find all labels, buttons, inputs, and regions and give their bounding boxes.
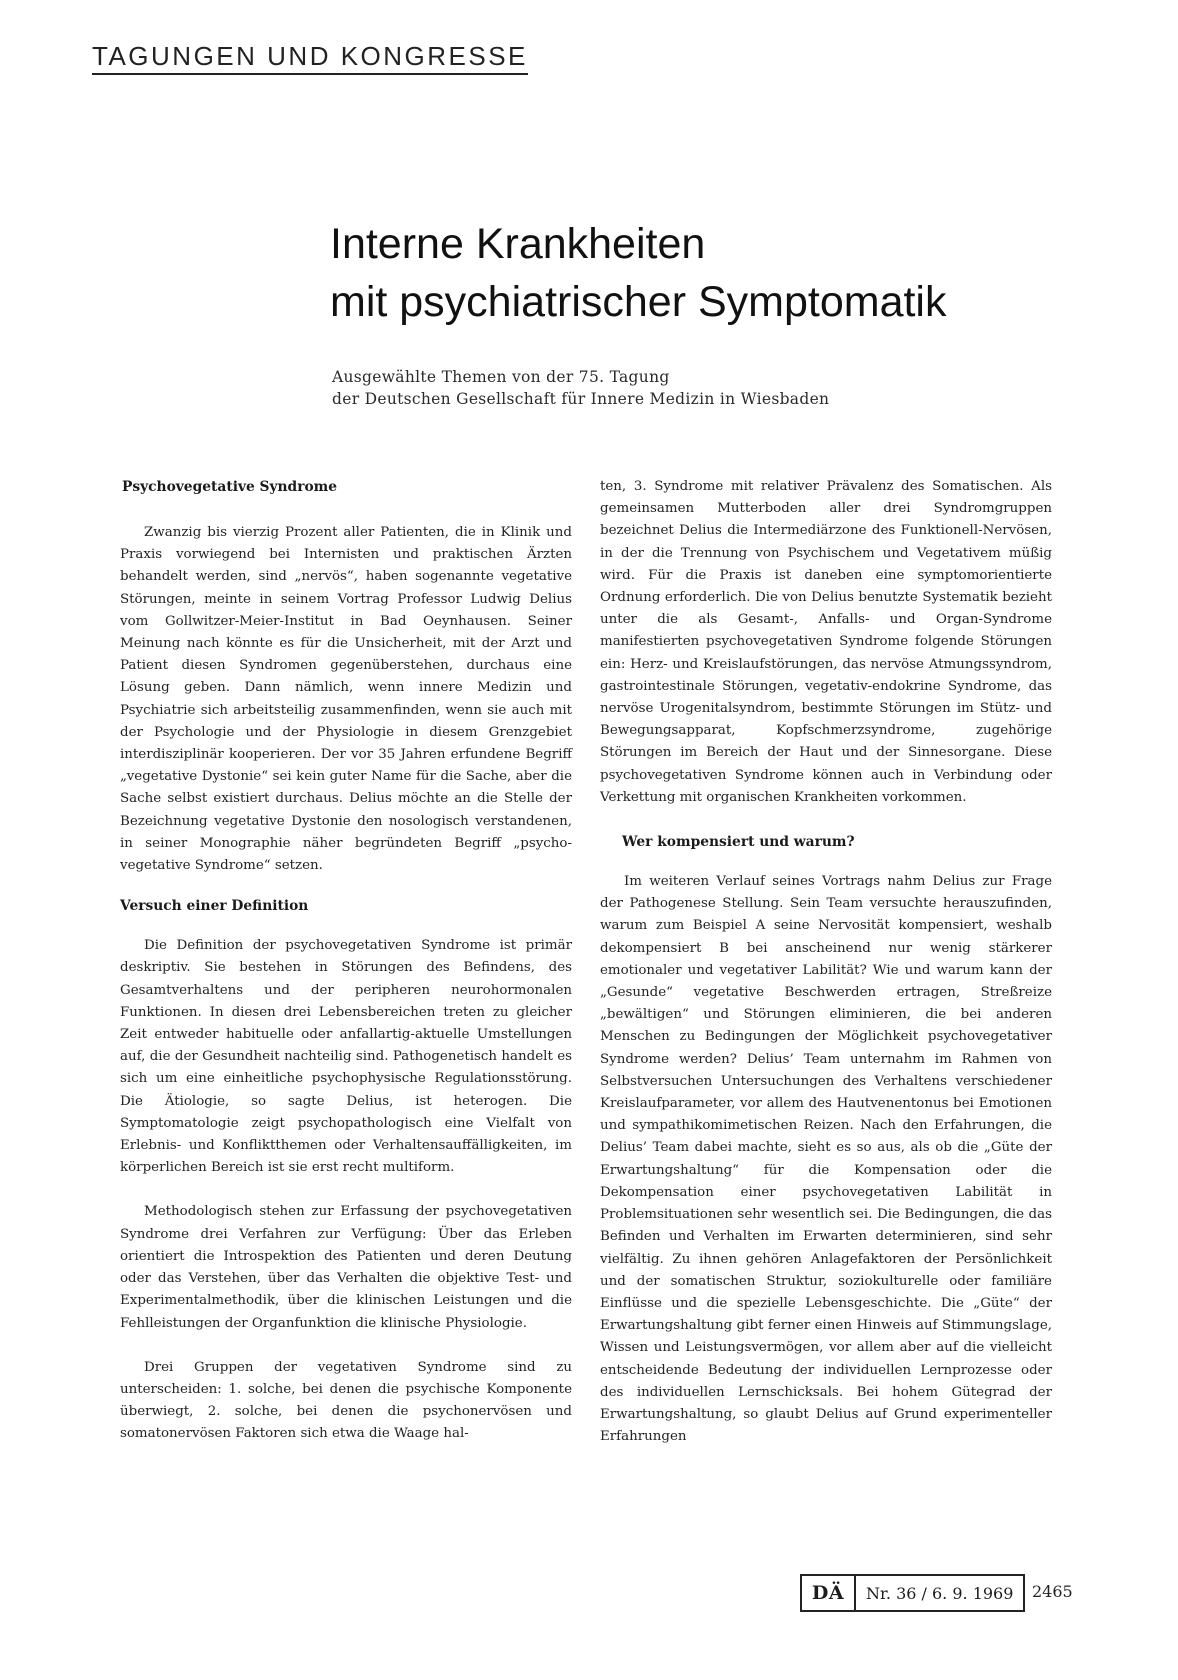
spacer	[600, 853, 1052, 871]
spacer	[120, 498, 572, 522]
spacer	[120, 1335, 572, 1357]
paragraph: Im weiteren Verlauf seines Vortrags nahm Delius zur Frage der Pathogenese Stellung. Sein Team versuchte herauszufinden, warum zum Beispiel A seine Nervosität kompensiert, weshalb dekompensiert B bei anscheinend nur wenig stärkerer emotionaler und vegetativer Labilität? Wie und warum kann der „Gesunde“ vegetative Beschwerden ertragen, Streßreize „bewältigen“ und Störungen eliminieren, die bei anderen Menschen zu Bedingungen der Möglichkeit psychovegetativer Syndrome werden? Delius’ Team unternahm im Rahmen von Selbstversuchen Untersuchungen des Verhaltens verschiedener Kreislaufparameter, vor allem des Hautvenentonus bei Emotionen und sympathikomimetischen Reizen. Nach den Erfahrungen, die Delius’ Team dabei machte, sieht es so aus, als ob die „Güte der Erwartungshaltung“ für die Kompensation oder die Dekompensation einer psychovegetativen Labilität in Problemsituationen sehr wesentlich sei. Die Bedingungen, die das Befinden und Verhalten im Erwarten determinieren, sind sehr vielfältig. Zu ihnen gehören Anlagefaktoren der Persönlichkeit und der somatischen Struktur, soziokulturelle oder familiäre Einflüsse und die spezielle Lebensgeschichte. Die „Güte“ der Erwartungshaltung gibt ferner einen Hinweis auf Stimmungslage, Wissen und Leistungsvermögen, vor allem aber auf die vielleicht entscheidende Bedeutung der individuellen Lernprozesse oder des individuellen Lernschicksals. Bei hohem Gütegrad der Erwartungshaltung, so glaubt Delius auf Grund experimenteller Erfahrungen	[600, 874, 1052, 1445]
paragraph: Methodologisch stehen zur Erfassung der psychovegetativen Syndrome drei Verfahren zur Verfügung: Über das Erleben orientiert die Introspektion des Patienten und deren Deutung oder das Verstehen, über das Verhalten die objektive Test- und Experimentalmethodik, über die klinischen Leistungen und die Fehlleistungen der Organfunktion die klinische Physiologie.	[120, 1204, 572, 1331]
paragraph: Zwanzig bis vierzig Prozent aller Patienten, die in Klinik und Praxis vorwiegend bei Internisten und praktischen Ärzten behandelt werden, sind „nervös“, haben sogenannte vegetative Störungen, meinte in seinem Vortrag Professor Ludwig Delius vom Gollwitzer-Meier-Institut in Bad Oeynhausen. Seiner Meinung nach könnte es für die Unsicherheit, mit der Arzt und Patient diesen Syndromen gegenüberstehen, durchaus eine Lösung geben. Dann nämlich, wenn innere Medizin und Psychiatrie sich arbeitsteilig zusammenfinden, wenn sie auch mit der Psychologie und der Physiologie in diesem Grenzgebiet interdisziplinär kooperieren. Der vor 35 Jahren erfundene Begriff „vegetative Dystonie“ sei kein guter Name für die Sache, aber die Sache selbst existiert durchaus. Delius möchte an die Stelle der Bezeichnung vegetative Dystonie den nosologisch verstandenen, in seiner Monographie näher begründeten Begriff „psycho-vegetative Syndrome“ setzen.	[120, 525, 572, 874]
article-title-line-2: mit psychiatrischer Symptomatik	[330, 278, 947, 326]
spacer	[120, 877, 572, 895]
left-column	[120, 476, 572, 1446]
journal-issue-box	[800, 1574, 1025, 1612]
heading-wer-kompensiert-und-warum: Wer kompensiert und warum?	[622, 834, 855, 851]
spacer	[120, 917, 572, 935]
section-header: TAGUNGEN UND KONGRESSE	[92, 42, 528, 75]
heading-psychovegetative-syndrome: Psychovegetative Syndrome	[122, 479, 338, 495]
journal-logo: DÄ	[802, 1576, 856, 1610]
article-subtitle-line-1: Ausgewählte Themen von der 75. Tagung	[332, 368, 670, 386]
paragraph: Drei Gruppen der vegetativen Syndrome sind zu unterscheiden: 1. solche, bei denen die psychische Komponente überwiegt, 2. solche, bei denen die psychonervösen und somatonervösen Faktoren sich etwa die Waage hal-	[120, 1359, 572, 1442]
right-column	[600, 476, 1052, 1448]
heading-versuch-einer-definition: Versuch einer Definition	[120, 898, 309, 915]
page-number: 2465	[1032, 1582, 1073, 1601]
paragraph: ten, 3. Syndrome mit relativer Prävalenz des Somatischen. Als gemeinsamen Mutterboden aller drei Syndromgruppen bezeichnet Delius die Intermediärzone des Funktionell-Nervösen, in der die Trennung von Psychischem und Vegetativem müßig wird. Für die Praxis ist daneben eine symptomorientierte Ordnung erforderlich. Die von Delius benutzte Systematik bezieht unter die als Gesamt-, Anfalls- und Organ-Syndrome manifestierten psychovegetativen Syndrome folgende Störungen ein: Herz- und Kreislaufstörungen, das nervöse Atmungssyndrom, gastrointestinale Störungen, vegetativ-endokrine Syndrome, das nervöse Urogenitalsyndrom, bestimmte Störungen im Stütz- und Bewegungsapparat, Kopfschmerzsyndrome, zugehörige Störungen im Bereich der Haut und der Sinnesorgane. Diese psychovegetativen Syndrome können auch in Verbindung oder Verkettung mit organischen Krankheiten vorkommen.	[600, 479, 1052, 805]
issue-number: Nr. 36 / 6. 9. 1969	[866, 1583, 1014, 1603]
spacer	[120, 1179, 572, 1201]
spacer	[600, 809, 1052, 831]
article-subtitle	[332, 366, 1032, 410]
article-subtitle-line-2: der Deutschen Gesellschaft für Innere Medizin in Wiesbaden	[332, 390, 830, 408]
article-title	[330, 215, 1090, 331]
article-title-line-1: Interne Krankheiten	[330, 220, 706, 268]
paragraph: Die Definition der psychovegetativen Syndrome ist primär deskriptiv. Sie bestehen in Störungen des Befindens, des Gesamtverhaltens und der peripheren neurohormonalen Funktionen. In diesen drei Lebensbereichen treten zu gleicher Zeit entweder habituelle oder anfallartig-aktuelle Umstellungen auf, die der Gesundheit nachteilig sind. Pathogenetisch handelt es sich um eine einheitliche psychophysische Regulationsstörung. Die Ätiologie, so sagte Delius, ist heterogen. Die Symptomatologie zeigt psychopathologisch eine Vielfalt von Erlebnis- und Konfliktthemen oder Verhaltensauffälligkeiten, im körperlichen Bereich ist sie erst recht multiform.	[120, 938, 572, 1176]
